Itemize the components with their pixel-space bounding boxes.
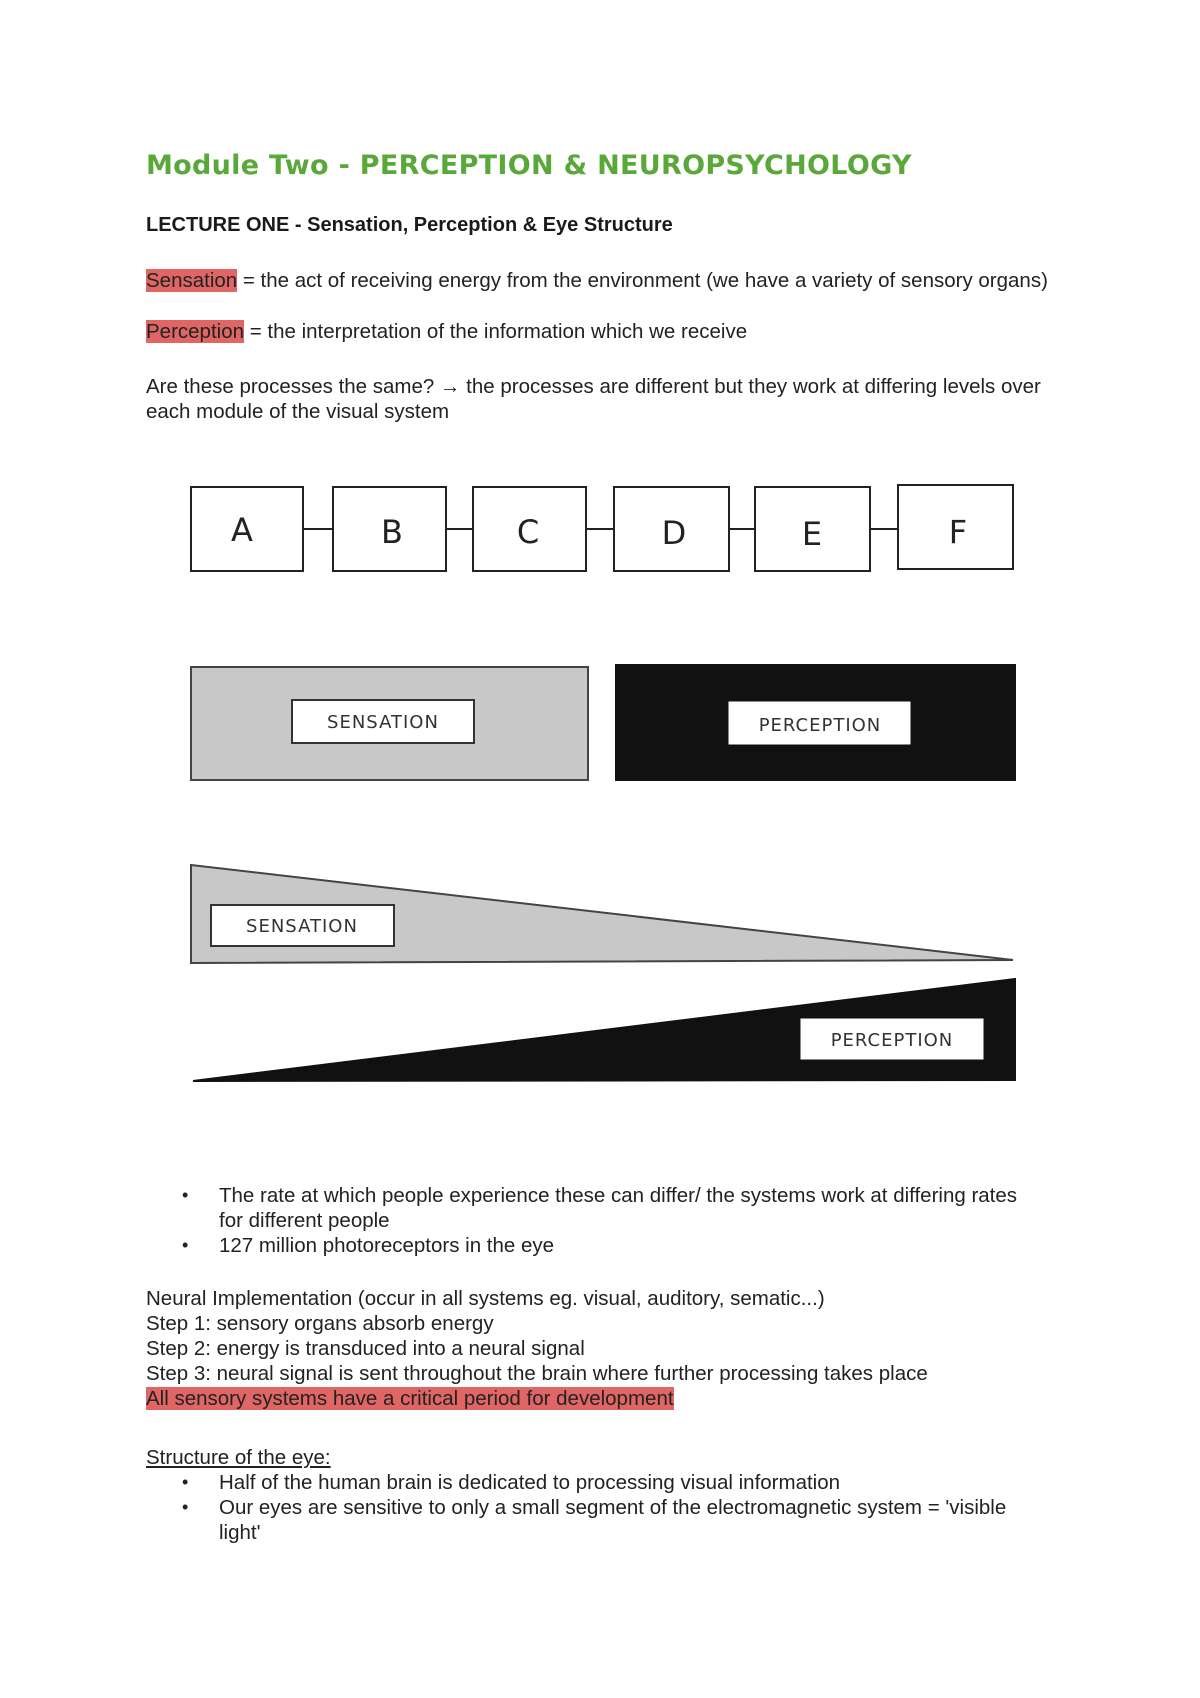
- module-label-e: E: [801, 515, 823, 553]
- sensation-term: Sensation: [146, 269, 238, 292]
- neural-step-2: Step 2: energy is transduced into a neural signal: [146, 1337, 585, 1360]
- neural-intro: Neural Implementation (occur in all systems eg. visual, auditory, sematic...): [146, 1287, 825, 1310]
- perception-wedge-label: PERCEPTION: [830, 1030, 954, 1051]
- neural-step-3: Step 3: neural signal is sent throughout the brain where further processing takes place: [146, 1362, 928, 1385]
- eye-structure-heading: Structure of the eye:: [146, 1446, 331, 1469]
- list-item: • 127 million photoreceptors in the eye: [182, 1234, 555, 1257]
- list-item: • The rate at which people experience these can differ/ the systems work at differing rates for different people: [182, 1184, 1018, 1232]
- perception-definition: = the interpretation of the information which we receive: [244, 320, 748, 343]
- sensation-wedge-label: SENSATION: [246, 916, 358, 937]
- perception-term: Perception: [146, 320, 245, 343]
- question-paragraph: Are these processes the same? → the processes are different but they work at differing levels over each module of the visual system: [146, 375, 1041, 423]
- bullet-icon: •: [182, 1472, 189, 1492]
- bullet-list-rates: [146, 1183, 1046, 1258]
- critical-period-highlight: All sensory systems have a critical period for development: [146, 1387, 674, 1410]
- neural-step-1: Step 1: sensory organs absorb energy: [146, 1312, 494, 1335]
- sensation-definition: = the act of receiving energy from the environment (we have a variety of sensory organs): [237, 269, 1048, 292]
- perception-block-label: PERCEPTION: [758, 715, 882, 736]
- page-title: Module Two - PERCEPTION & NEUROPSYCHOLOGY: [146, 150, 912, 181]
- bullet-icon: •: [182, 1497, 189, 1517]
- bullet-icon: •: [182, 1185, 189, 1205]
- module-label-a: A: [231, 511, 253, 549]
- bullet-list-eye: [146, 1470, 1046, 1545]
- overlap-wedges: [191, 865, 1015, 1081]
- module-chain: [191, 485, 1013, 571]
- list-item: • Our eyes are sensitive to only a small segment of the electromagnetic system = 'visible light': [182, 1496, 1007, 1544]
- module-label-d: D: [661, 514, 687, 552]
- module-label-c: C: [516, 513, 540, 551]
- list-item: • Half of the human brain is dedicated to processing visual information: [182, 1471, 841, 1494]
- module-label-b: B: [381, 513, 403, 551]
- module-label-f: F: [948, 513, 968, 551]
- neural-implementation: [146, 1286, 1066, 1411]
- lecture-heading: LECTURE ONE - Sensation, Perception & Eye Structure: [146, 214, 673, 236]
- stage-blocks: [191, 665, 1015, 780]
- sensation-block-label: SENSATION: [327, 712, 439, 733]
- bullet-icon: •: [182, 1235, 189, 1255]
